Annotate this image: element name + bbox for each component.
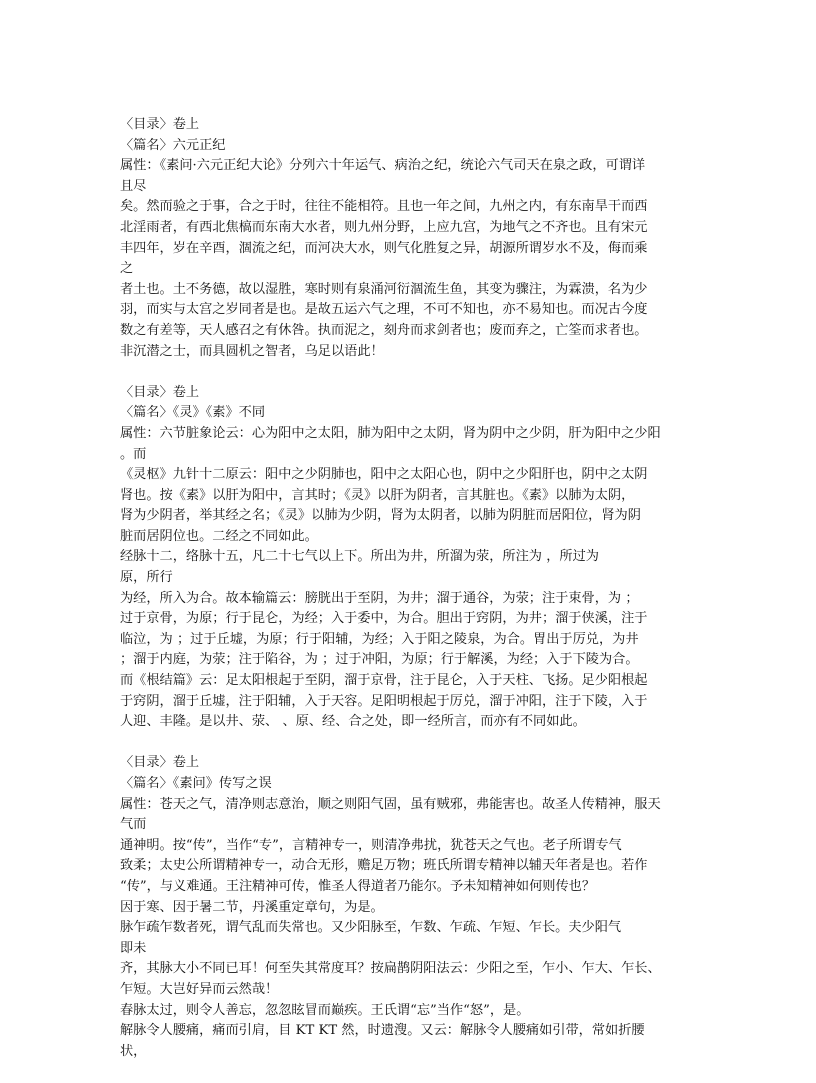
text-line: 脏而居阴位也。二经之不同如此。 <box>120 528 318 544</box>
text-line: 〈篇名〉《灵》《素》不同 <box>120 405 266 421</box>
text-line: 脉乍疏乍数者死，谓气乱而失常也。又少阳脉至，乍数、乍疏、乍短、乍长。夫少阳气 <box>120 920 622 936</box>
text-line: 临泣，为 ；过于丘墟，为原；行于阳辅，为经；入于阳之陵泉，为合。胃出于厉兑，为井 <box>120 631 639 647</box>
text-section <box>120 115 700 362</box>
text-line: 《灵枢》九针十二原云：阳中之少阴肺也，阳中之太阳心也，阴中之少阳肝也，阴中之太阴 <box>120 467 648 483</box>
text-section <box>120 753 700 1062</box>
text-line: 因于寒、因于暑二节，丹溪重定章句，为是。 <box>120 899 384 915</box>
text-section <box>120 383 700 733</box>
text-line: 〈目录〉卷上 <box>120 384 200 400</box>
text-line: 为经，所入为合。故本输篇云：膀胱出于至阴，为井；溜于通谷，为荥；注于束骨，为 ； <box>120 590 639 606</box>
text-line: 人迎、丰隆。是以井、荥、 、原、经、合之处，即一经所言，而亦有不同如此。 <box>120 714 586 730</box>
text-line: 气而 <box>120 817 147 833</box>
text-line: “传”，与义难通。王注精神可传，惟圣人得道者乃能尔。予未知精神如何则传也？ <box>120 878 596 894</box>
document-page <box>120 115 700 1083</box>
text-line: 肾也。按《素》以肝为阳中，言其时；《灵》以肝为阴者，言其脏也。《素》以肺为太阴， <box>120 487 635 503</box>
text-line: 丰四年，岁在辛酉，涸流之纪，而河决大水，则气化胜复之异，胡源所谓岁水不及，侮而乘 <box>120 240 648 256</box>
text-line: 之 <box>120 261 134 277</box>
text-line: 解脉令人腰痛，痛而引肩，目 KT KT 然，时遗溲。又云：解脉令人腰痛如引带，常如折腰 <box>120 1023 645 1039</box>
text-line: 乍短。大岂好异而云然哉！ <box>120 981 279 997</box>
text-line: 非沉潜之士，而具圆机之智者，乌足以语此！ <box>120 343 384 359</box>
text-line: 齐，其脉大小不同已耳！何至失其常度耳？按扁鹊阴阳法云：少阳之至，乍小、乍大、乍长、 <box>120 961 661 977</box>
text-line: 原，所行 <box>120 570 173 586</box>
text-line: 者土也。土不务德，故以湿胜，寒时则有泉涌河衍涸流生鱼，其变为骤注，为霖溃，名为少 <box>120 281 648 297</box>
text-line: 经脉十二，络脉十五，凡二十七气以上下。所出为井，所溜为荥，所注为 ，所过为 <box>120 549 599 565</box>
text-line: 矣。然而验之于事，合之于时，往往不能相符。且也一年之间，九州之内，有东南旱干而西 <box>120 199 648 215</box>
text-line: 〈目录〉卷上 <box>120 755 200 771</box>
text-line: 北淫雨者，有西北焦槁而东南大水者，则九州分野，上应九宫，为地气之不齐也。且有宋元 <box>120 219 648 235</box>
text-line: 羽，而实与太宫之岁同者是也。是故五运六气之理，不可不知也，亦不易知也。而况古今度 <box>120 302 648 318</box>
text-line: 通神明。按“传”，当作“专”，言精神专一，则清净弗扰，犹苍天之气也。老子所谓专气 <box>120 837 622 853</box>
text-line: 属性：六节脏象论云：心为阳中之太阳，肺为阳中之太阴，肾为阴中之少阴，肝为阳中之少阳 <box>120 425 661 441</box>
text-line: 即未 <box>120 940 147 956</box>
text-line: 状， <box>120 1043 147 1059</box>
text-line: 春脉太过，则令人善忘，忽忽眩冒而巅疾。王氏谓“忘”当作“怒”，是。 <box>120 1002 530 1018</box>
text-line: 于窍阴，溜于丘墟，注于阳辅，入于天容。足阳明根起于厉兑，溜于冲阳，注于下陵，入于 <box>120 693 648 709</box>
text-line: 〈篇名〉《素问》传写之误 <box>120 776 272 791</box>
text-line: 属性：《素问·六元正纪大论》分列六十年运气、病治之纪，统论六气司天在泉之政，可谓详 <box>120 158 646 174</box>
text-line: 〈目录〉卷上 <box>120 117 200 132</box>
text-line: 过于京骨，为原；行于昆仑，为经；入于委中，为合。胆出于窍阴，为井；溜于侠溪，注于 <box>120 611 648 627</box>
text-line: 〈篇名〉六元正纪 <box>120 137 226 153</box>
text-line: 肾为少阴者，举其经之名；《灵》以肺为少阴，肾为太阴者，以肺为阴脏而居阳位，肾为阴 <box>120 508 641 524</box>
text-line: 属性：苍天之气，清净则志意治，顺之则阳气固，虽有贼邪，弗能害也。故圣人传精神，服天 <box>120 796 661 812</box>
text-line: 而《根结篇》云：足太阳根起于至阴，溜于京骨，注于昆仑，入于天柱、飞扬。足少阳根起 <box>120 673 648 689</box>
text-line: 。而 <box>120 446 147 462</box>
text-line: 且尽 <box>120 178 147 194</box>
text-line: ；溜于内庭，为荥；注于陷谷，为 ；过于冲阳，为原；行于解溪，为经；入于下陵为合。 <box>120 652 639 668</box>
text-line: 数之有差等，天人感召之有休咎。执而泥之，刻舟而求剑者也；废而弃之，亡筌而求者也。 <box>120 322 648 338</box>
text-line: 致柔；太史公所谓精神专一，动合无形，赡足万物；班氏所谓专精神以辅天年者是也。若作 <box>120 858 648 874</box>
